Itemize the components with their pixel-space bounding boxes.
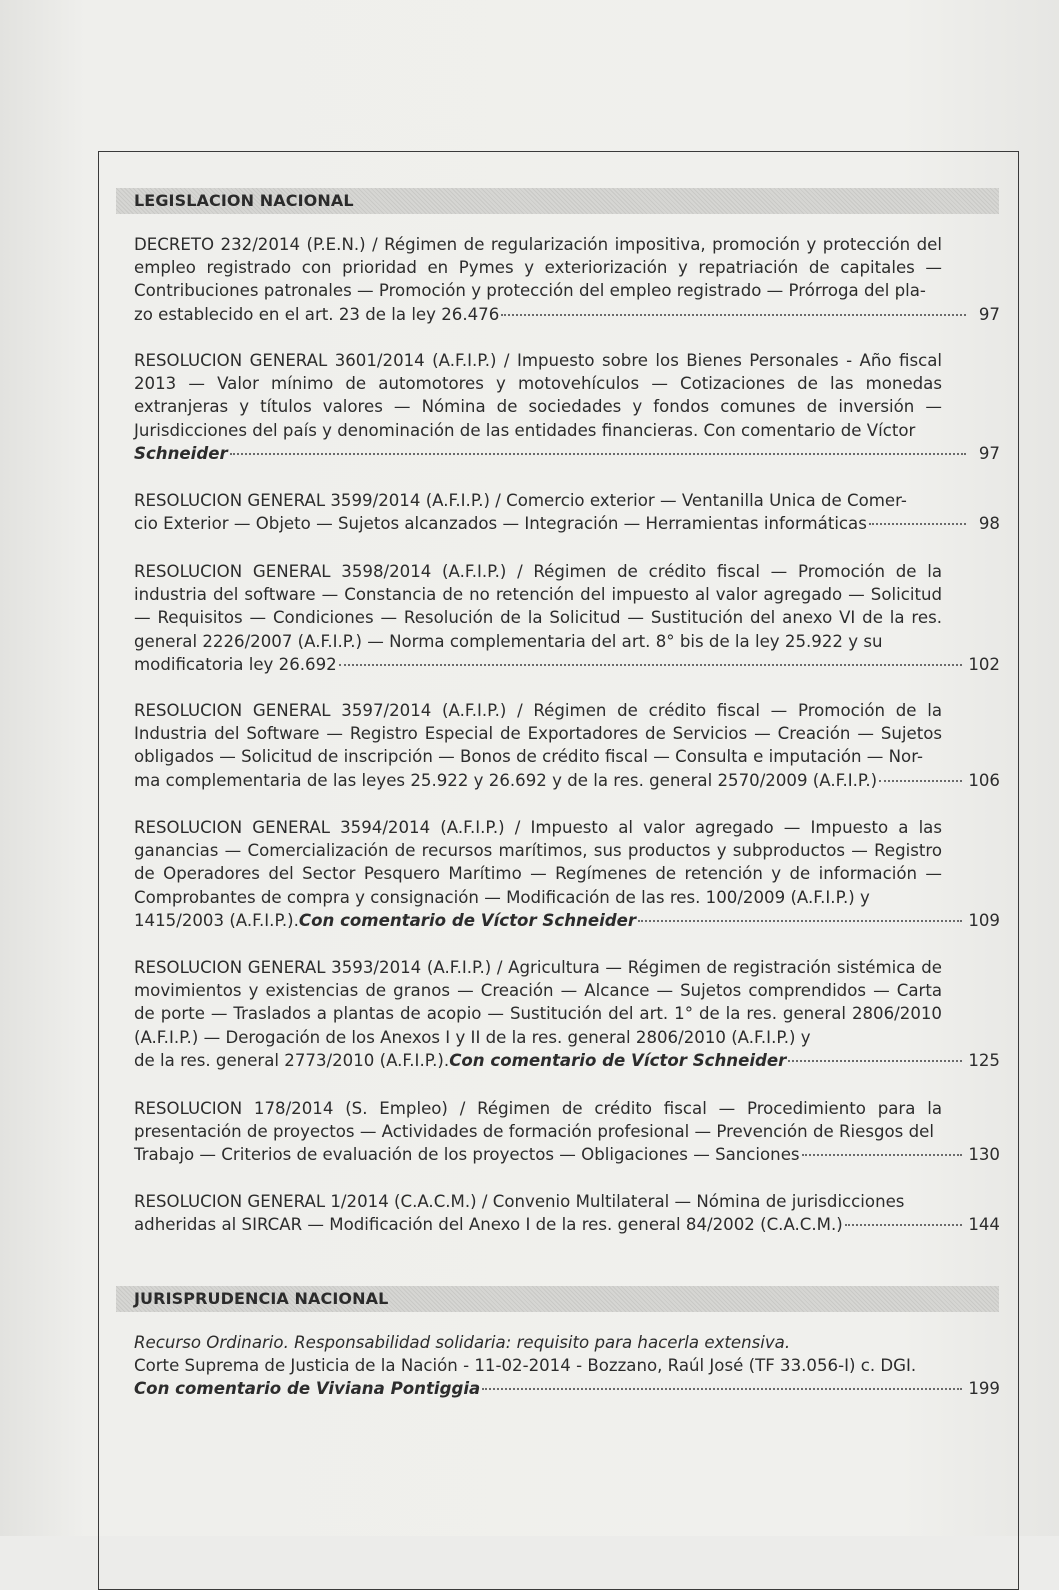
dot-leader [482,1387,962,1390]
entry-text: RESOLUCION GENERAL 3594/2014 (A.F.I.P.) / Impuesto al valor agregado — Impuesto a las ganancias — Comercialización de recursos marítimos, sus productos y subproductos — Registro de Operadores del Sector Pesquero Marítimo — Regímenes de retención y de información — Comprobantes de compra y consignación — Modificación de las res. 100/2009 (A.F.I.P.) y [134,818,942,907]
entry-last-text: modificatoria ley 26.692 [134,654,337,674]
entry-last-text: de la res. general 2773/2010 (A.F.I.P.). [134,1050,450,1070]
entry-last-line [134,442,1000,465]
dot-leader [802,1153,963,1156]
entry-last-text: zo establecido en el art. 23 de la ley 26.476 [134,304,500,324]
dot-leader [638,919,962,922]
section-header-legislacion [116,188,999,214]
list-item [134,233,1000,326]
dot-leader [339,663,963,666]
page-number: 199 [968,1379,1000,1399]
entry-text: RESOLUCION GENERAL 1/2014 (C.A.C.M.) / Convenio Multilateral — Nómina de jurisdicciones [134,1192,905,1211]
dot-leader [501,313,966,316]
entry-text: RESOLUCION 178/2014 (S. Empleo) / Régimen de crédito fiscal — Procedimiento para la presentación de proyectos — Actividades de formación profesional — Prevención de Riesgos del [134,1099,942,1142]
dot-leader [845,1223,963,1226]
entry-last-text: ma complementaria de las leyes 25.922 y 26.692 y de la res. general 2570/2009 (A.F.I.P.) [134,770,878,790]
section-header-jurisprudencia [116,1286,999,1312]
dot-leader [230,452,966,455]
section-title: LEGISLACION NACIONAL [134,191,354,210]
entry-last-line [134,1143,1000,1166]
entry-text: RESOLUCION GENERAL 3601/2014 (A.F.I.P.) / Impuesto sobre los Bienes Personales - Año fiscal 2013 — Valor mínimo de automotores y motovehículos — Cotizaciones de las monedas extranjeras y títulos valores — Nómina de sociedades y fondos comunes de inversión — Jurisdicciones del país y denominación de las entidades financieras. Con comentario de Víctor [134,351,942,440]
entry-last-text: 1415/2003 (A.F.I.P.). [134,910,299,930]
dot-leader [788,1059,962,1062]
entry-last-text: cio Exterior — Objeto — Sujetos alcanzados — Integración — Herramientas informáticas [134,514,867,534]
entry-text: Corte Suprema de Justicia de la Nación - 11-02-2014 - Bozzano, Raúl José (TF 33.056-I) c. DGI. [134,1356,917,1376]
list-item [134,816,1000,932]
list-item [134,1097,1000,1167]
page-number: 106 [968,770,1000,790]
entry-last-line [134,653,1000,676]
page-number: 130 [968,1145,1000,1165]
list-item [134,560,1000,676]
entry-text: RESOLUCION GENERAL 3593/2014 (A.F.I.P.) / Agricultura — Régimen de registración sistémica de movimientos y existencias de granos — Creación — Alcance — Sujetos comprendidos — Carta de porte — Traslados a plantas de acopio — Sustitución del art. 1° de la res. general 2806/2010 (A.F.I.P.) — Derogación de los Anexos I y II de la res. general 2806/2010 (A.F.I.P.) y [134,958,942,1047]
list-item [134,489,1000,535]
page-number: 97 [978,443,1000,463]
entry-italic-heading: Recurso Ordinario. Responsabilidad solidaria: requisito para hacerla extensiva. [134,1333,791,1352]
entry-last-line [134,1213,1000,1236]
page-number: 109 [968,910,1000,930]
entry-last-line [134,909,1000,932]
entry-last-line [134,1377,1000,1400]
page-number: 98 [978,514,1000,534]
list-item [134,1190,1000,1236]
entry-last-text: adheridas al SIRCAR — Modificación del Anexo I de la res. general 84/2002 (C.A.C.M.) [134,1215,843,1235]
page-number: 125 [968,1050,1000,1070]
page-number: 97 [978,304,1000,324]
entry-text: RESOLUCION GENERAL 3598/2014 (A.F.I.P.) / Régimen de crédito fiscal — Promoción de la industria del software — Constancia de no retención del impuesto al valor agregado — Solicitud — Requisitos — Condiciones — Resolución de la Solicitud — Sustitución del anexo VI de la res. general 2226/2007 (A.F.I.P.) — Norma complementaria del art. 8° bis de la ley 25.922 y su [134,562,942,651]
entry-last-line [134,769,1000,792]
list-item [134,349,1000,465]
entry-comment: Con comentario de Víctor Schneider [298,910,637,930]
section-title: JURISPRUDENCIA NACIONAL [134,1289,389,1308]
list-item [134,699,1000,792]
entry-comment: Con comentario de Viviana Pontiggia [134,1379,481,1399]
list-item [134,1331,1000,1401]
list-item [134,956,1000,1072]
dot-leader [879,779,962,782]
page-number: 144 [968,1215,1000,1235]
entry-comment: Con comentario de Víctor Schneider [449,1050,787,1070]
page-number: 102 [968,654,1000,674]
entry-comment: Schneider [134,443,228,463]
entry-last-text: Trabajo — Criterios de evaluación de los proyectos — Obligaciones — Sanciones [134,1145,800,1165]
entry-last-line [134,1049,1000,1072]
entry-last-line [134,303,1000,326]
dot-leader [869,522,966,525]
entry-last-line [134,512,1000,535]
entry-text: DECRETO 232/2014 (P.E.N.) / Régimen de regularización impositiva, promoción y protección del empleo registrado con prioridad en Pymes y exteriorización y repatriación de capitales — Contribuciones patronales — Promoción y protección del empleo registrado — Prórroga del pla- [134,235,942,301]
entry-text: RESOLUCION GENERAL 3597/2014 (A.F.I.P.) / Régimen de crédito fiscal — Promoción de la Industria del Software — Registro Especial de Exportadores de Servicios — Creación — Sujetos obligados — Solicitud de inscripción — Bonos de crédito fiscal — Consulta e imputación — Nor- [134,701,942,767]
entry-text: RESOLUCION GENERAL 3599/2014 (A.F.I.P.) / Comercio exterior — Ventanilla Unica de Comer- [134,491,907,510]
